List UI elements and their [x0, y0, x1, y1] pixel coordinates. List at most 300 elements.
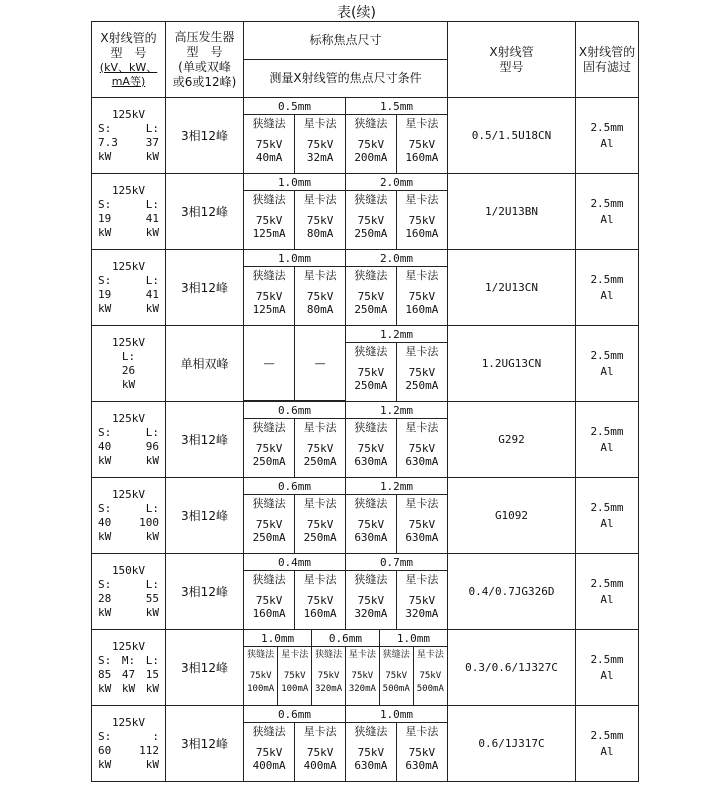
focal-method-row	[244, 571, 447, 630]
method-ma: 630mA	[405, 759, 439, 772]
tube-model-cell: 0.3/0.6/1J327C	[448, 630, 576, 706]
method-ma: 630mA	[405, 455, 439, 468]
method-name: 星卡法	[405, 497, 439, 510]
method-ma: 160mA	[303, 607, 337, 620]
method-kv: 75kV	[255, 518, 283, 531]
method-ma: 160mA	[405, 151, 439, 164]
method-kv: 75kV	[357, 214, 385, 227]
method-name: 星卡法	[281, 650, 309, 660]
method-name: 狭缝法	[252, 117, 286, 130]
method-name: 狭缝法	[252, 573, 286, 586]
header-generator	[166, 22, 244, 98]
focal-conditions-cell	[244, 630, 448, 706]
method-name: 狭缝法	[252, 421, 286, 434]
tube-kv: 125kV	[111, 487, 146, 501]
table-row	[92, 326, 639, 402]
method-cell	[396, 343, 447, 401]
power-units	[92, 758, 165, 772]
method-name: 星卡法	[303, 497, 337, 510]
method-cell	[346, 495, 397, 554]
method-name: 狭缝法	[247, 650, 275, 660]
method-kv: 75kV	[408, 138, 436, 151]
table-body	[92, 98, 639, 782]
method-ma: 250mA	[303, 455, 337, 468]
method-name: 狭缝法	[252, 725, 286, 738]
method-kv: 75kV	[357, 290, 385, 303]
method-name: 星卡法	[405, 117, 439, 130]
power-values	[92, 364, 165, 378]
focal-size: 1.0mm	[379, 630, 447, 647]
filter-material: Al	[600, 136, 614, 150]
filtration-cell	[576, 402, 639, 478]
focal-size: 1.0mm	[244, 250, 346, 267]
method-name: 狭缝法	[252, 193, 286, 206]
power-units	[92, 150, 165, 164]
method-kv: 75kV	[351, 671, 374, 681]
method-ma: 100mA	[281, 684, 309, 694]
focal-size: 0.6mm	[244, 402, 346, 419]
method-cell	[244, 495, 295, 554]
power-labels	[92, 122, 165, 136]
method-name: 星卡法	[405, 725, 439, 738]
method-kv: 75kV	[317, 671, 340, 681]
focal-size-row	[244, 630, 447, 647]
tube-kv: 125kV	[111, 107, 146, 121]
power-unit: kW	[98, 529, 112, 543]
method-name: 星卡法	[303, 573, 337, 586]
method-ma: 80mA	[306, 303, 334, 316]
method-cell	[244, 723, 295, 782]
method-cell	[345, 647, 379, 706]
method-kv: 75kV	[408, 746, 436, 759]
filter-material: Al	[600, 668, 614, 682]
method-name: 狭缝法	[354, 193, 388, 206]
tube-kv: 125kV	[111, 183, 146, 197]
tube-power-cell	[92, 250, 166, 326]
power-value: 96	[145, 439, 159, 453]
power-value: 41	[145, 211, 159, 225]
focal-size: 2.0mm	[346, 250, 448, 267]
focal-size: 1.0mm	[244, 174, 346, 191]
power-value: 47	[121, 667, 136, 681]
header-line: (单或双峰	[178, 59, 231, 74]
method-ma: 500mA	[416, 684, 444, 694]
method-kv: 75kV	[306, 138, 334, 151]
header-line: 固有滤过	[582, 59, 631, 74]
power-unit: kW	[145, 225, 159, 239]
method-name: 狭缝法	[354, 725, 388, 738]
tube-power-cell	[92, 174, 166, 250]
method-ma: 250mA	[405, 379, 439, 392]
focal-size-row	[244, 326, 447, 343]
table-row	[92, 98, 639, 174]
focal-size: 2.0mm	[346, 174, 448, 191]
focal-size-row	[244, 554, 447, 571]
power-value: 40	[98, 439, 112, 453]
header-line: mA等)	[111, 74, 146, 88]
empty-dash: —	[295, 326, 346, 401]
method-ma: 320mA	[348, 684, 376, 694]
focal-subtable	[244, 326, 447, 401]
table-row	[92, 402, 639, 478]
filter-thickness: 2.5mm	[590, 120, 624, 134]
focal-size: 1.0mm	[244, 630, 312, 647]
power-value: 15	[145, 667, 159, 681]
focal-size: 0.6mm	[244, 706, 346, 723]
power-label: S:	[98, 577, 112, 591]
power-labels	[92, 578, 165, 592]
focal-subtable	[244, 174, 447, 249]
power-values	[92, 744, 165, 758]
method-kv: 75kV	[385, 671, 408, 681]
method-cell	[295, 571, 346, 630]
power-labels	[92, 198, 165, 212]
method-cell	[278, 647, 312, 706]
method-name: 狭缝法	[354, 421, 388, 434]
power-label: L:	[121, 349, 136, 363]
power-unit: kW	[121, 377, 136, 391]
method-name: 星卡法	[405, 573, 439, 586]
power-units	[92, 454, 165, 468]
power-unit: kW	[145, 149, 159, 163]
power-label: L:	[145, 197, 159, 211]
tube-model-cell: 1.2UG13CN	[448, 326, 576, 402]
power-value: 112	[139, 743, 159, 757]
method-kv: 75kV	[408, 366, 436, 379]
focal-size-row	[244, 478, 447, 495]
method-ma: 160mA	[405, 227, 439, 240]
method-kv: 75kV	[306, 746, 334, 759]
table-row	[92, 630, 639, 706]
header-line: 高压发生器	[174, 29, 235, 44]
method-cell	[396, 191, 447, 250]
focal-conditions-cell	[244, 706, 448, 782]
focal-method-row	[244, 115, 447, 174]
power-units	[92, 378, 165, 392]
method-name: 星卡法	[303, 117, 337, 130]
method-kv: 75kV	[255, 290, 283, 303]
header-line: 型 号	[110, 45, 147, 60]
header-focal-size: 标称焦点尺寸	[244, 22, 448, 60]
power-label: S:	[98, 425, 112, 439]
power-unit: kW	[98, 681, 112, 695]
generator-cell: 3相12峰	[166, 554, 244, 630]
method-name: 狭缝法	[252, 269, 286, 282]
generator-cell: 3相12峰	[166, 402, 244, 478]
method-cell	[396, 723, 447, 782]
method-name: 星卡法	[303, 269, 337, 282]
method-ma: 630mA	[354, 531, 388, 544]
focal-size: 0.5mm	[244, 98, 346, 115]
method-cell	[295, 723, 346, 782]
header-line: 型 号	[186, 44, 223, 59]
power-unit: kW	[98, 301, 112, 315]
filter-thickness: 2.5mm	[590, 652, 624, 666]
table-row	[92, 478, 639, 554]
power-label: L:	[145, 273, 159, 287]
power-units	[92, 606, 165, 620]
power-label: S:	[98, 729, 112, 743]
table-row	[92, 174, 639, 250]
method-kv: 75kV	[419, 671, 442, 681]
method-name: 星卡法	[348, 650, 376, 660]
method-kv: 75kV	[255, 442, 283, 455]
tube-power-cell	[92, 326, 166, 402]
power-label: L:	[145, 653, 159, 667]
focal-size: 0.7mm	[346, 554, 448, 571]
tube-kv: 125kV	[111, 259, 146, 273]
method-kv: 75kV	[306, 518, 334, 531]
filtration-cell	[576, 630, 639, 706]
focal-size: 1.2mm	[346, 402, 448, 419]
tube-kv: 125kV	[111, 639, 146, 653]
filter-material: Al	[600, 592, 614, 606]
power-label: :	[152, 729, 159, 743]
tube-kv: 125kV	[111, 335, 146, 349]
method-cell	[413, 647, 447, 706]
method-cell	[346, 723, 397, 782]
method-cell	[244, 191, 295, 250]
power-labels	[92, 274, 165, 288]
power-unit: kW	[98, 605, 112, 619]
method-cell	[396, 115, 447, 174]
focal-subtable	[244, 478, 447, 553]
method-cell	[346, 419, 397, 478]
focal-subtable	[244, 554, 447, 629]
power-unit: kW	[145, 453, 159, 467]
method-cell	[396, 495, 447, 554]
power-units	[92, 302, 165, 316]
header-tube-model	[448, 22, 576, 98]
tube-power-cell	[92, 554, 166, 630]
power-units	[92, 530, 165, 544]
power-value: 28	[98, 591, 112, 605]
tube-model-cell: 0.6/1J317C	[448, 706, 576, 782]
method-ma: 250mA	[303, 531, 337, 544]
power-value: 55	[145, 591, 159, 605]
method-cell	[244, 419, 295, 478]
method-ma: 125mA	[252, 227, 286, 240]
filter-material: Al	[600, 212, 614, 226]
tube-kv: 125kV	[111, 411, 146, 425]
method-kv: 75kV	[306, 290, 334, 303]
method-ma: 320mA	[405, 607, 439, 620]
method-name: 狭缝法	[382, 650, 410, 660]
method-ma: 250mA	[354, 379, 388, 392]
focal-conditions-cell	[244, 326, 448, 402]
power-unit: kW	[98, 453, 112, 467]
power-value: 60	[98, 743, 112, 757]
power-unit: kW	[121, 681, 136, 695]
power-value: 26	[121, 363, 136, 377]
filtration-cell	[576, 174, 639, 250]
header-line: (kV、kW、	[99, 60, 158, 74]
generator-cell: 3相12峰	[166, 250, 244, 326]
method-ma: 160mA	[252, 607, 286, 620]
method-kv: 75kV	[408, 442, 436, 455]
power-labels	[92, 730, 165, 744]
method-kv: 75kV	[306, 442, 334, 455]
method-name: 狭缝法	[354, 269, 388, 282]
power-value: 7.3	[98, 135, 118, 149]
filter-thickness: 2.5mm	[590, 196, 624, 210]
focal-size-row	[244, 402, 447, 419]
method-ma: 630mA	[354, 759, 388, 772]
method-cell	[396, 267, 447, 326]
power-values	[92, 136, 165, 150]
filtration-cell	[576, 250, 639, 326]
filtration-cell	[576, 706, 639, 782]
power-unit: kW	[98, 757, 112, 771]
focal-conditions-cell	[244, 250, 448, 326]
focal-size: 0.6mm	[312, 630, 380, 647]
power-value: 85	[98, 667, 112, 681]
filtration-cell	[576, 478, 639, 554]
power-label: L:	[145, 425, 159, 439]
method-cell	[346, 191, 397, 250]
header-filtration	[576, 22, 639, 98]
power-values	[92, 212, 165, 226]
filter-thickness: 2.5mm	[590, 728, 624, 742]
header-line: X射线管的	[100, 30, 157, 45]
power-units	[92, 682, 165, 696]
method-ma: 125mA	[252, 303, 286, 316]
header-line: 或6或12峰)	[172, 74, 237, 89]
filter-material: Al	[600, 364, 614, 378]
filter-material: Al	[600, 516, 614, 530]
power-label: L:	[145, 577, 159, 591]
method-name: 狭缝法	[354, 345, 388, 358]
power-unit: kW	[98, 225, 112, 239]
method-kv: 75kV	[306, 594, 334, 607]
tube-model-cell: 1/2U13CN	[448, 250, 576, 326]
power-label: L:	[145, 121, 159, 135]
focal-method-row	[244, 267, 447, 326]
method-cell	[346, 571, 397, 630]
power-value: 19	[98, 211, 112, 225]
focal-size-row	[244, 706, 447, 723]
power-unit: kW	[145, 757, 159, 771]
method-name: 星卡法	[303, 421, 337, 434]
focal-method-row	[244, 723, 447, 782]
method-name: 狭缝法	[252, 497, 286, 510]
tube-power-cell	[92, 630, 166, 706]
header-line: X射线管	[489, 44, 534, 59]
power-unit: kW	[145, 605, 159, 619]
filter-thickness: 2.5mm	[590, 576, 624, 590]
power-unit: kW	[145, 301, 159, 315]
tube-kv: 125kV	[111, 715, 146, 729]
generator-cell: 3相12峰	[166, 98, 244, 174]
tube-model-cell: 0.5/1.5U18CN	[448, 98, 576, 174]
method-cell	[379, 647, 413, 706]
generator-cell: 单相双峰	[166, 326, 244, 402]
power-values	[92, 592, 165, 606]
power-label: S:	[98, 197, 112, 211]
focal-size-row	[244, 174, 447, 191]
focal-method-row	[244, 419, 447, 478]
tube-kv: 150kV	[111, 563, 146, 577]
method-kv: 75kV	[249, 671, 272, 681]
header-tube-power	[92, 22, 166, 98]
power-values	[92, 440, 165, 454]
power-label: S:	[98, 653, 112, 667]
method-ma: 400mA	[252, 759, 286, 772]
generator-cell: 3相12峰	[166, 478, 244, 554]
table-row	[92, 250, 639, 326]
method-kv: 75kV	[408, 214, 436, 227]
method-kv: 75kV	[408, 594, 436, 607]
power-value: 37	[145, 135, 159, 149]
method-ma: 200mA	[354, 151, 388, 164]
filter-thickness: 2.5mm	[590, 500, 624, 514]
generator-cell: 3相12峰	[166, 706, 244, 782]
method-cell	[244, 115, 295, 174]
method-kv: 75kV	[283, 671, 306, 681]
method-ma: 100mA	[247, 684, 275, 694]
power-labels	[92, 426, 165, 440]
focal-size: 0.4mm	[244, 554, 346, 571]
focal-subtable	[244, 402, 447, 477]
method-name: 星卡法	[416, 650, 444, 660]
tube-power-cell	[92, 478, 166, 554]
method-ma: 80mA	[306, 227, 334, 240]
method-ma: 500mA	[382, 684, 410, 694]
power-values	[92, 516, 165, 530]
power-unit: kW	[98, 149, 112, 163]
method-kv: 75kV	[255, 214, 283, 227]
power-label: S:	[98, 501, 112, 515]
focal-subtable	[244, 250, 447, 325]
method-kv: 75kV	[255, 746, 283, 759]
method-cell	[295, 267, 346, 326]
focal-size-row	[244, 98, 447, 115]
method-cell	[295, 495, 346, 554]
focal-method-row	[244, 191, 447, 250]
focal-method-row	[244, 647, 447, 706]
method-ma: 250mA	[252, 531, 286, 544]
filter-thickness: 2.5mm	[590, 272, 624, 286]
focal-size-row	[244, 250, 447, 267]
generator-cell: 3相12峰	[166, 630, 244, 706]
power-label: S:	[98, 121, 112, 135]
method-cell	[346, 343, 397, 401]
filter-thickness: 2.5mm	[590, 348, 624, 362]
method-cell	[244, 647, 278, 706]
focal-conditions-cell	[244, 554, 448, 630]
header-line: X射线管的	[578, 44, 636, 59]
empty-dash: —	[244, 326, 295, 401]
focal-subtable	[244, 706, 447, 781]
method-name: 狭缝法	[315, 650, 343, 660]
table-row	[92, 554, 639, 630]
power-value: 19	[98, 287, 112, 301]
method-name: 星卡法	[405, 269, 439, 282]
power-values	[92, 668, 165, 682]
focal-subtable	[244, 98, 447, 173]
power-value: 40	[98, 515, 112, 529]
method-cell	[346, 115, 397, 174]
method-name: 星卡法	[405, 345, 439, 358]
method-ma: 32mA	[306, 151, 334, 164]
filtration-cell	[576, 98, 639, 174]
power-labels	[92, 654, 165, 668]
method-kv: 75kV	[357, 366, 385, 379]
focal-size: 1.2mm	[346, 326, 448, 343]
tube-model-cell: 0.4/0.7JG326D	[448, 554, 576, 630]
method-cell	[244, 571, 295, 630]
method-name: 狭缝法	[354, 573, 388, 586]
